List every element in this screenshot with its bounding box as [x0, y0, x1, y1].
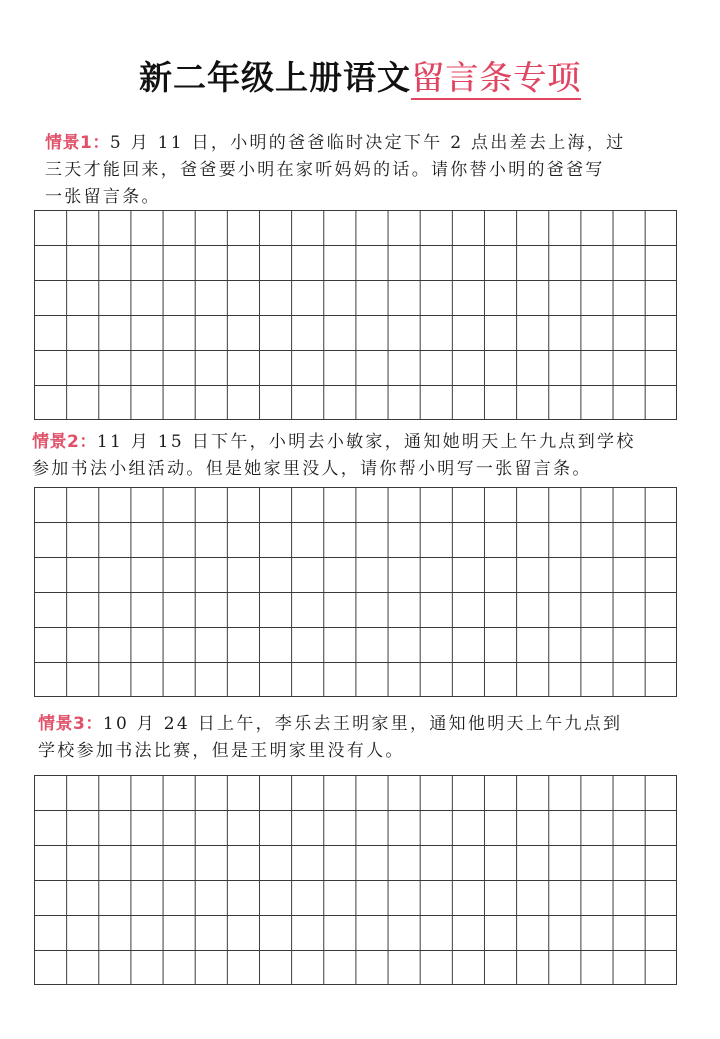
- scenario-3-text-1: 10 月 24 日上午，李乐去王明家里，通知他明天上午九点到: [102, 714, 623, 734]
- scenario-2-text-1: 11 月 15 日下午，小明去小敏家，通知她明天上午九点到学校: [96, 432, 636, 452]
- scenario-1-line-1: [45, 130, 625, 157]
- scenario-3-prompt: [38, 711, 622, 765]
- scenario-2-line-1: [32, 429, 636, 456]
- scenario-3-line-2: 学校参加书法比赛，但是王明家里没有人。: [38, 741, 405, 761]
- scenario-1-line-2: 三天才能回来，爸爸要小明在家听妈妈的话。请你替小明的爸爸写: [45, 160, 605, 180]
- page-title: [0, 56, 720, 100]
- scenario-3-line-1: [38, 711, 622, 738]
- scenario-1-text-1: 5 月 11 日，小明的爸爸临时决定下午 2 点出差去上海，过: [109, 133, 626, 153]
- title-main: 新二年级上册语文: [139, 58, 411, 97]
- writing-grid-1[interactable]: [34, 210, 677, 420]
- scenario-2-prompt: [32, 429, 636, 483]
- writing-grid-3[interactable]: [34, 775, 677, 985]
- title-highlight: 留言条专项: [411, 58, 581, 100]
- scenario-2-line-2: 参加书法小组活动。但是她家里没人，请你帮小明写一张留言条。: [32, 459, 592, 479]
- scenario-1-line-3: 一张留言条。: [45, 187, 161, 207]
- scenario-1-prompt: [45, 130, 625, 211]
- writing-grid-2[interactable]: [34, 487, 677, 697]
- scenario-2-label: 情景2：: [32, 432, 97, 452]
- scenario-3-label: 情景3：: [38, 714, 103, 734]
- scenario-1-label: 情景1：: [45, 133, 110, 153]
